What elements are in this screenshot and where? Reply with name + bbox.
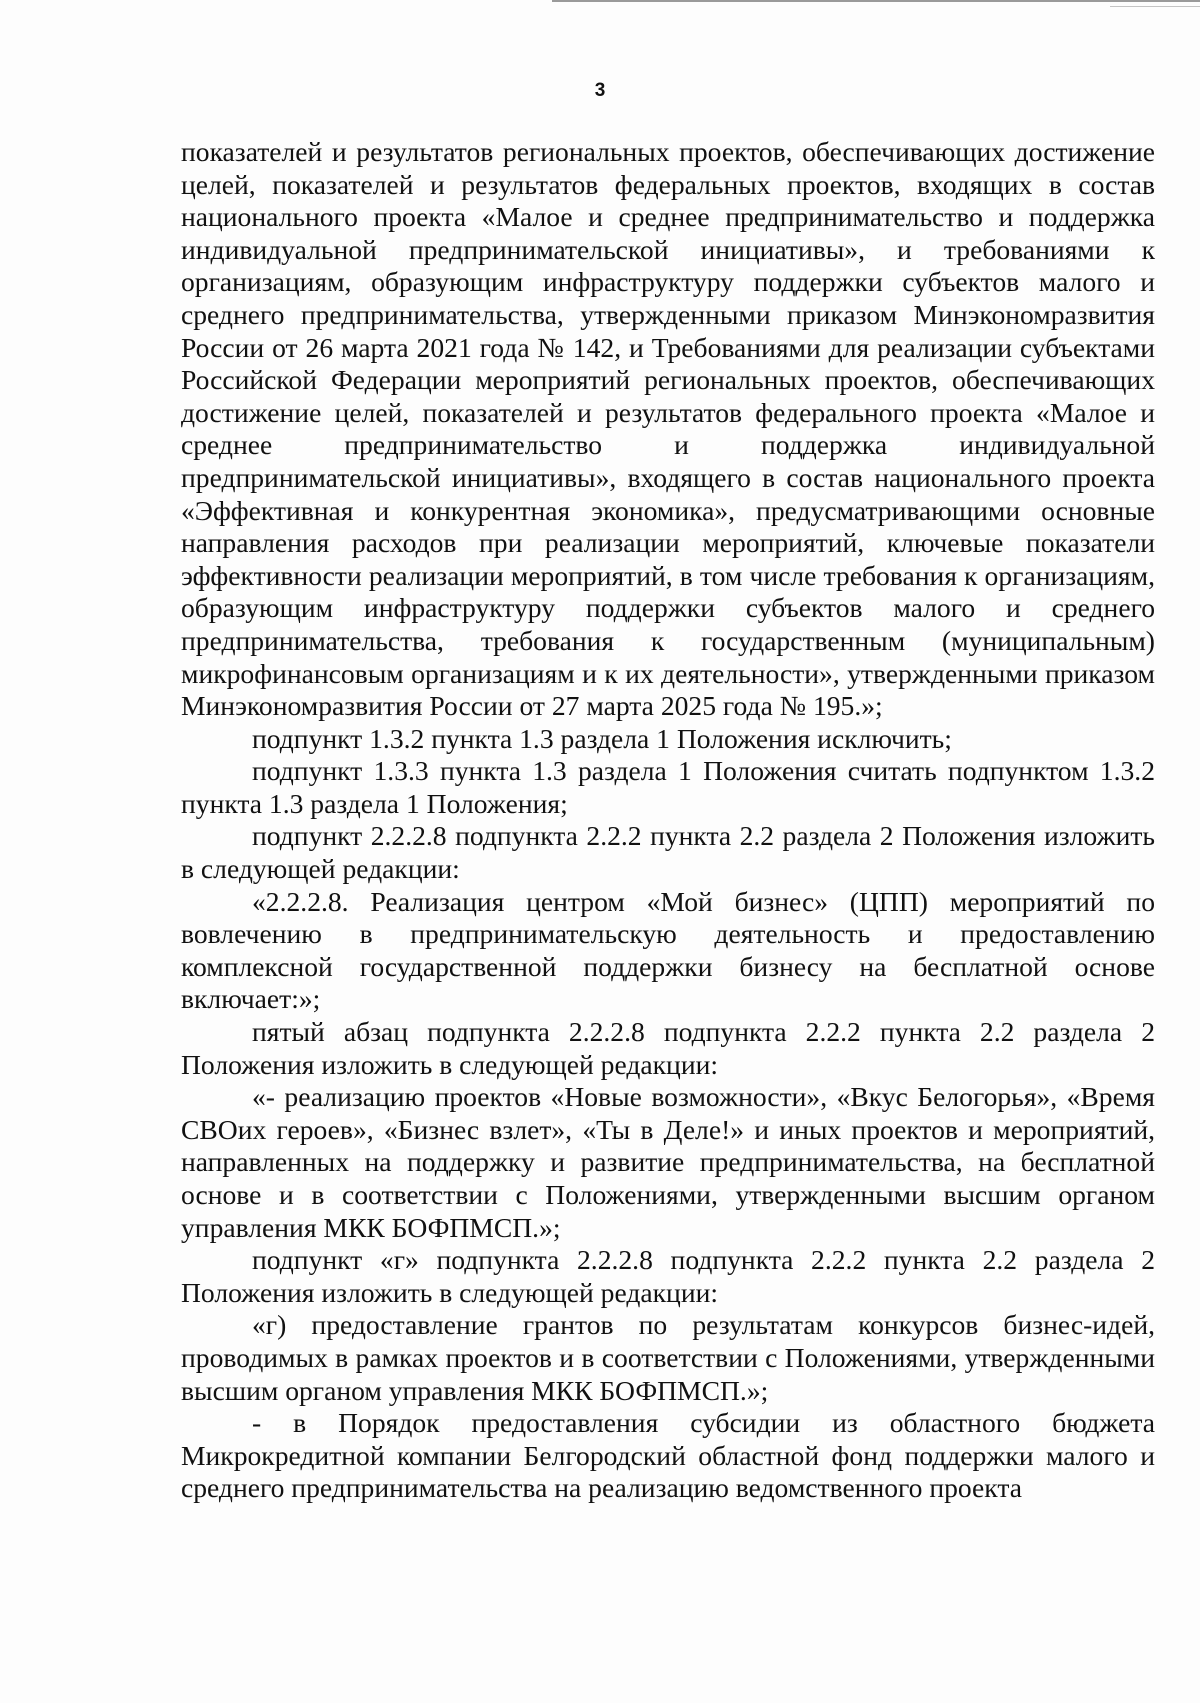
paragraph: подпункт 2.2.2.8 подпункта 2.2.2 пункта 2.2 раздела 2 Положения изложить в следующей редакции:	[181, 820, 1155, 885]
paragraph: показателей и результатов региональных проектов, обеспечивающих достижение целей, показателей и результатов федеральных проектов, входящих в состав национального проекта «Малое и среднее предпринимательство и поддержка индивидуальной предпринимательской инициативы», и требованиями к организациям, образующим инфраструктуру поддержки субъектов малого и среднего предпринимательства, утвержденными приказом Минэкономразвития России от 26 марта 2021 года № 142, и Требованиями для реализации субъектами Российской Федерации мероприятий региональных проектов, обеспечивающих достижение целей, показателей и результатов федерального проекта «Малое и среднее предпринимательство и поддержка индивидуальной предпринимательской инициативы», входящего в состав национального проекта «Эффективная и конкурентная экономика», предусматривающими основные направления расходов при реализации мероприятий, ключевые показатели эффективности реализации мероприятий, в том числе требования к организациям, образующим инфраструктуру поддержки субъектов малого и среднего предпринимательства, требования к государственным (муниципальным) микрофинансовым организациям и к их деятельности», утвержденными приказом Минэкономразвития России от 27 марта 2025 года № 195.»;	[181, 136, 1155, 722]
paragraph: «2.2.2.8. Реализация центром «Мой бизнес» (ЦПП) мероприятий по вовлечению в предпринимательскую деятельность и предоставлению комплексной государственной поддержки бизнесу на бесплатной основе включает:»;	[181, 885, 1155, 1015]
paragraph: пятый абзац подпункта 2.2.2.8 подпункта 2.2.2 пункта 2.2 раздела 2 Положения изложить в следующей редакции:	[181, 1016, 1155, 1080]
scan-edge-line	[1110, 6, 1200, 7]
paragraph: подпункт 1.3.3 пункта 1.3 раздела 1 Положения считать подпунктом 1.3.2 пункта 1.3 раздела 1 Положения;	[181, 755, 1155, 819]
paragraph: подпункт «г» подпункта 2.2.2.8 подпункта 2.2.2 пункта 2.2 раздела 2 Положения изложить в следующей редакции:	[181, 1244, 1155, 1308]
page-number: 3	[594, 80, 606, 101]
paragraph: - в Порядок предоставления субсидии из областного бюджета Микрокредитной компании Белгородский областной фонд поддержки малого и среднего предпринимательства на реализацию ведомственного проекта	[181, 1407, 1155, 1504]
scan-edge-line	[552, 0, 1200, 2]
paragraph: подпункт 1.3.2 пункта 1.3 раздела 1 Положения исключить;	[252, 722, 952, 754]
paragraph: «- реализацию проектов «Новые возможности», «Вкус Белогорья», «Время СВОих героев», «Бизнес взлет», «Ты в Деле!» и иных проектов и мероприятий, направленных на поддержку и развитие предпринимательства, на бесплатной основе и в соответствии с Положениями, утвержденными высшим органом управления МКК БОФПМСП.»;	[181, 1081, 1155, 1243]
document-body	[181, 136, 1155, 1505]
paragraph: «г) предоставление грантов по результатам конкурсов бизнес-идей, проводимых в рамках проектов и в соответствии с Положениями, утвержденными высшим органом управления МКК БОФПМСП.»;	[181, 1309, 1155, 1406]
